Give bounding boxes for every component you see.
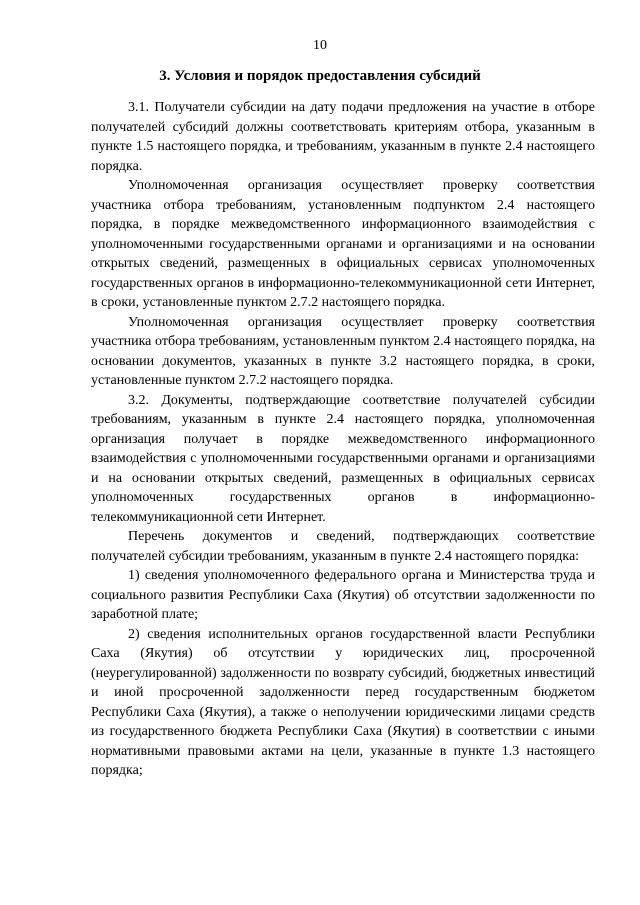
document-body: [91, 98, 595, 781]
page-number: 10: [313, 38, 327, 53]
paragraph-3-2: 3.2. Документы, подтверждающие соответствие получателей субсидии требованиям, указанным в пункте 2.4 настоящего порядка, уполномоченная организация получает в порядке межведомственного информационного взаимодействия с уполномоченными государственными органами и организациями и на основании открытых сведений, размещенных в официальных сервисах уполномоченных государственных органов в информационно-телекоммуникационной сети Интернет.: [91, 392, 595, 525]
list-item-1: 1) сведения уполномоченного федерального органа и Министерства труда и социального развития Республики Саха (Якутия) об отсутствии задолженности по заработной плате;: [91, 568, 595, 622]
list-item-2: 2) сведения исполнительных органов государственной власти Республики Саха (Якутия) об отсутствии у юридических лиц, просроченной (неурегулированной) задолженности по возврату субсидий, бюджетных инвестиций и иной просроченной задолженности перед государственным бюджетом Республики Саха (Якутия), а также о неполучении юридическими лицами средств из государственного бюджета Республики Саха (Якутия) в соответствии с иными нормативными правовыми актами на цели, указанные в пункте 1.3 настоящего порядка;: [91, 626, 595, 778]
paragraph-verification-interagency: Уполномоченная организация осуществляет проверку соответствия участника отбора требованиям, установленным подпунктом 2.4 настоящего порядка, в порядке межведомственного информационного взаимодействия с уполномоченными государственными органами и организациями и на основании открытых сведений, размещенных в официальных сервисах уполномоченных государственных органов в информационно-телекоммуникационной сети Интернет, в сроки, установленные пунктом 2.7.2 настоящего порядка.: [91, 178, 595, 310]
section-title: 3. Условия и порядок предоставления субсидий: [159, 68, 481, 84]
paragraph-3-1: 3.1. Получатели субсидии на дату подачи предложения на участие в отборе получателей субсидий должны соответствовать критериям отбора, указанным в пункте 1.5 настоящего порядка, и требованиям, указанным в пункте 2.4 настоящего порядка.: [91, 100, 595, 174]
paragraph-documents-list-intro: Перечень документов и сведений, подтверждающих соответствие получателей субсидии требованиям, указанным в пункте 2.4 настоящего порядка:: [91, 529, 595, 564]
paragraph-verification-documents: Уполномоченная организация осуществляет проверку соответствия участника отбора требованиям, установленным пунктом 2.4 настоящего порядка, на основании документов, указанных в пункте 3.2 настоящего порядка, в сроки, установленные пунктом 2.7.2 настоящего порядка.: [91, 314, 595, 388]
